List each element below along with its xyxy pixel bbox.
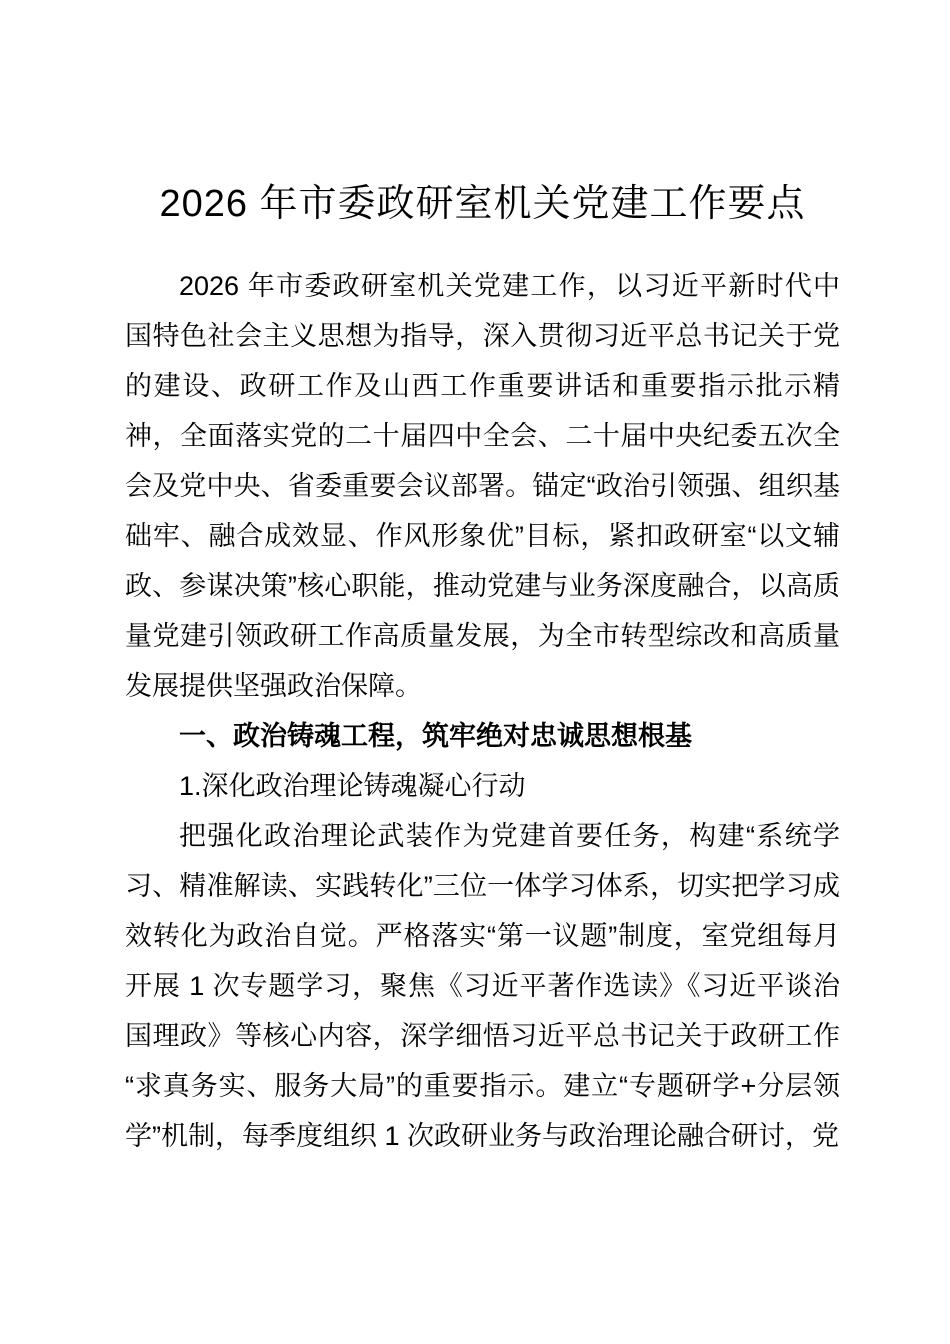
heading-section-1: 一、政治铸魂工程，筑牢绝对忠诚思想根基 bbox=[179, 721, 692, 751]
heading-subsection-1-1: 1.深化政治理论铸魂凝心行动 bbox=[179, 771, 526, 801]
document-title-text: 2026 年市委政研室机关党建工作要点 bbox=[159, 183, 806, 225]
paragraph-intro: 2026 年市委政研室机关党建工作，以习近平新时代中国特色社会主义思想为指导，深入贯彻习近平总书记关于党的建设、政研工作及山西工作重要讲话和重要指示批示精神，全面落实党的二十届四中全会、二十届中央纪委五次全会及党中央、省委重要会议部署。锚定“政治引领强、组织基础牢、融合成效显、作风形象优”目标，紧扣政研室“以文辅政、参谋决策”核心职能，推动党建与业务深度融合，以高质量党建引领政研工作高质量发展，为全市转型综改和高质量发展提供坚强政治保障。 bbox=[125, 271, 840, 701]
paragraph-subsection-1-1-body: 把强化政治理论武装作为党建首要任务，构建“系统学习、精准解读、实践转化”三位一体学习体系，切实把学习成效转化为政治自觉。严格落实“第一议题”制度，室党组每月开展 1 次专题学习，聚焦《习近平著作选读》《习近平谈治国理政》等核心内容，深学细悟习近平总书记关于政研工作“求真务实、服务大局”的重要指示。建立“专题研学+分层领学”机制，每季度组织 1 次政研业务与政治理论融合研讨，党 bbox=[125, 821, 840, 1151]
document-title bbox=[125, 176, 840, 232]
